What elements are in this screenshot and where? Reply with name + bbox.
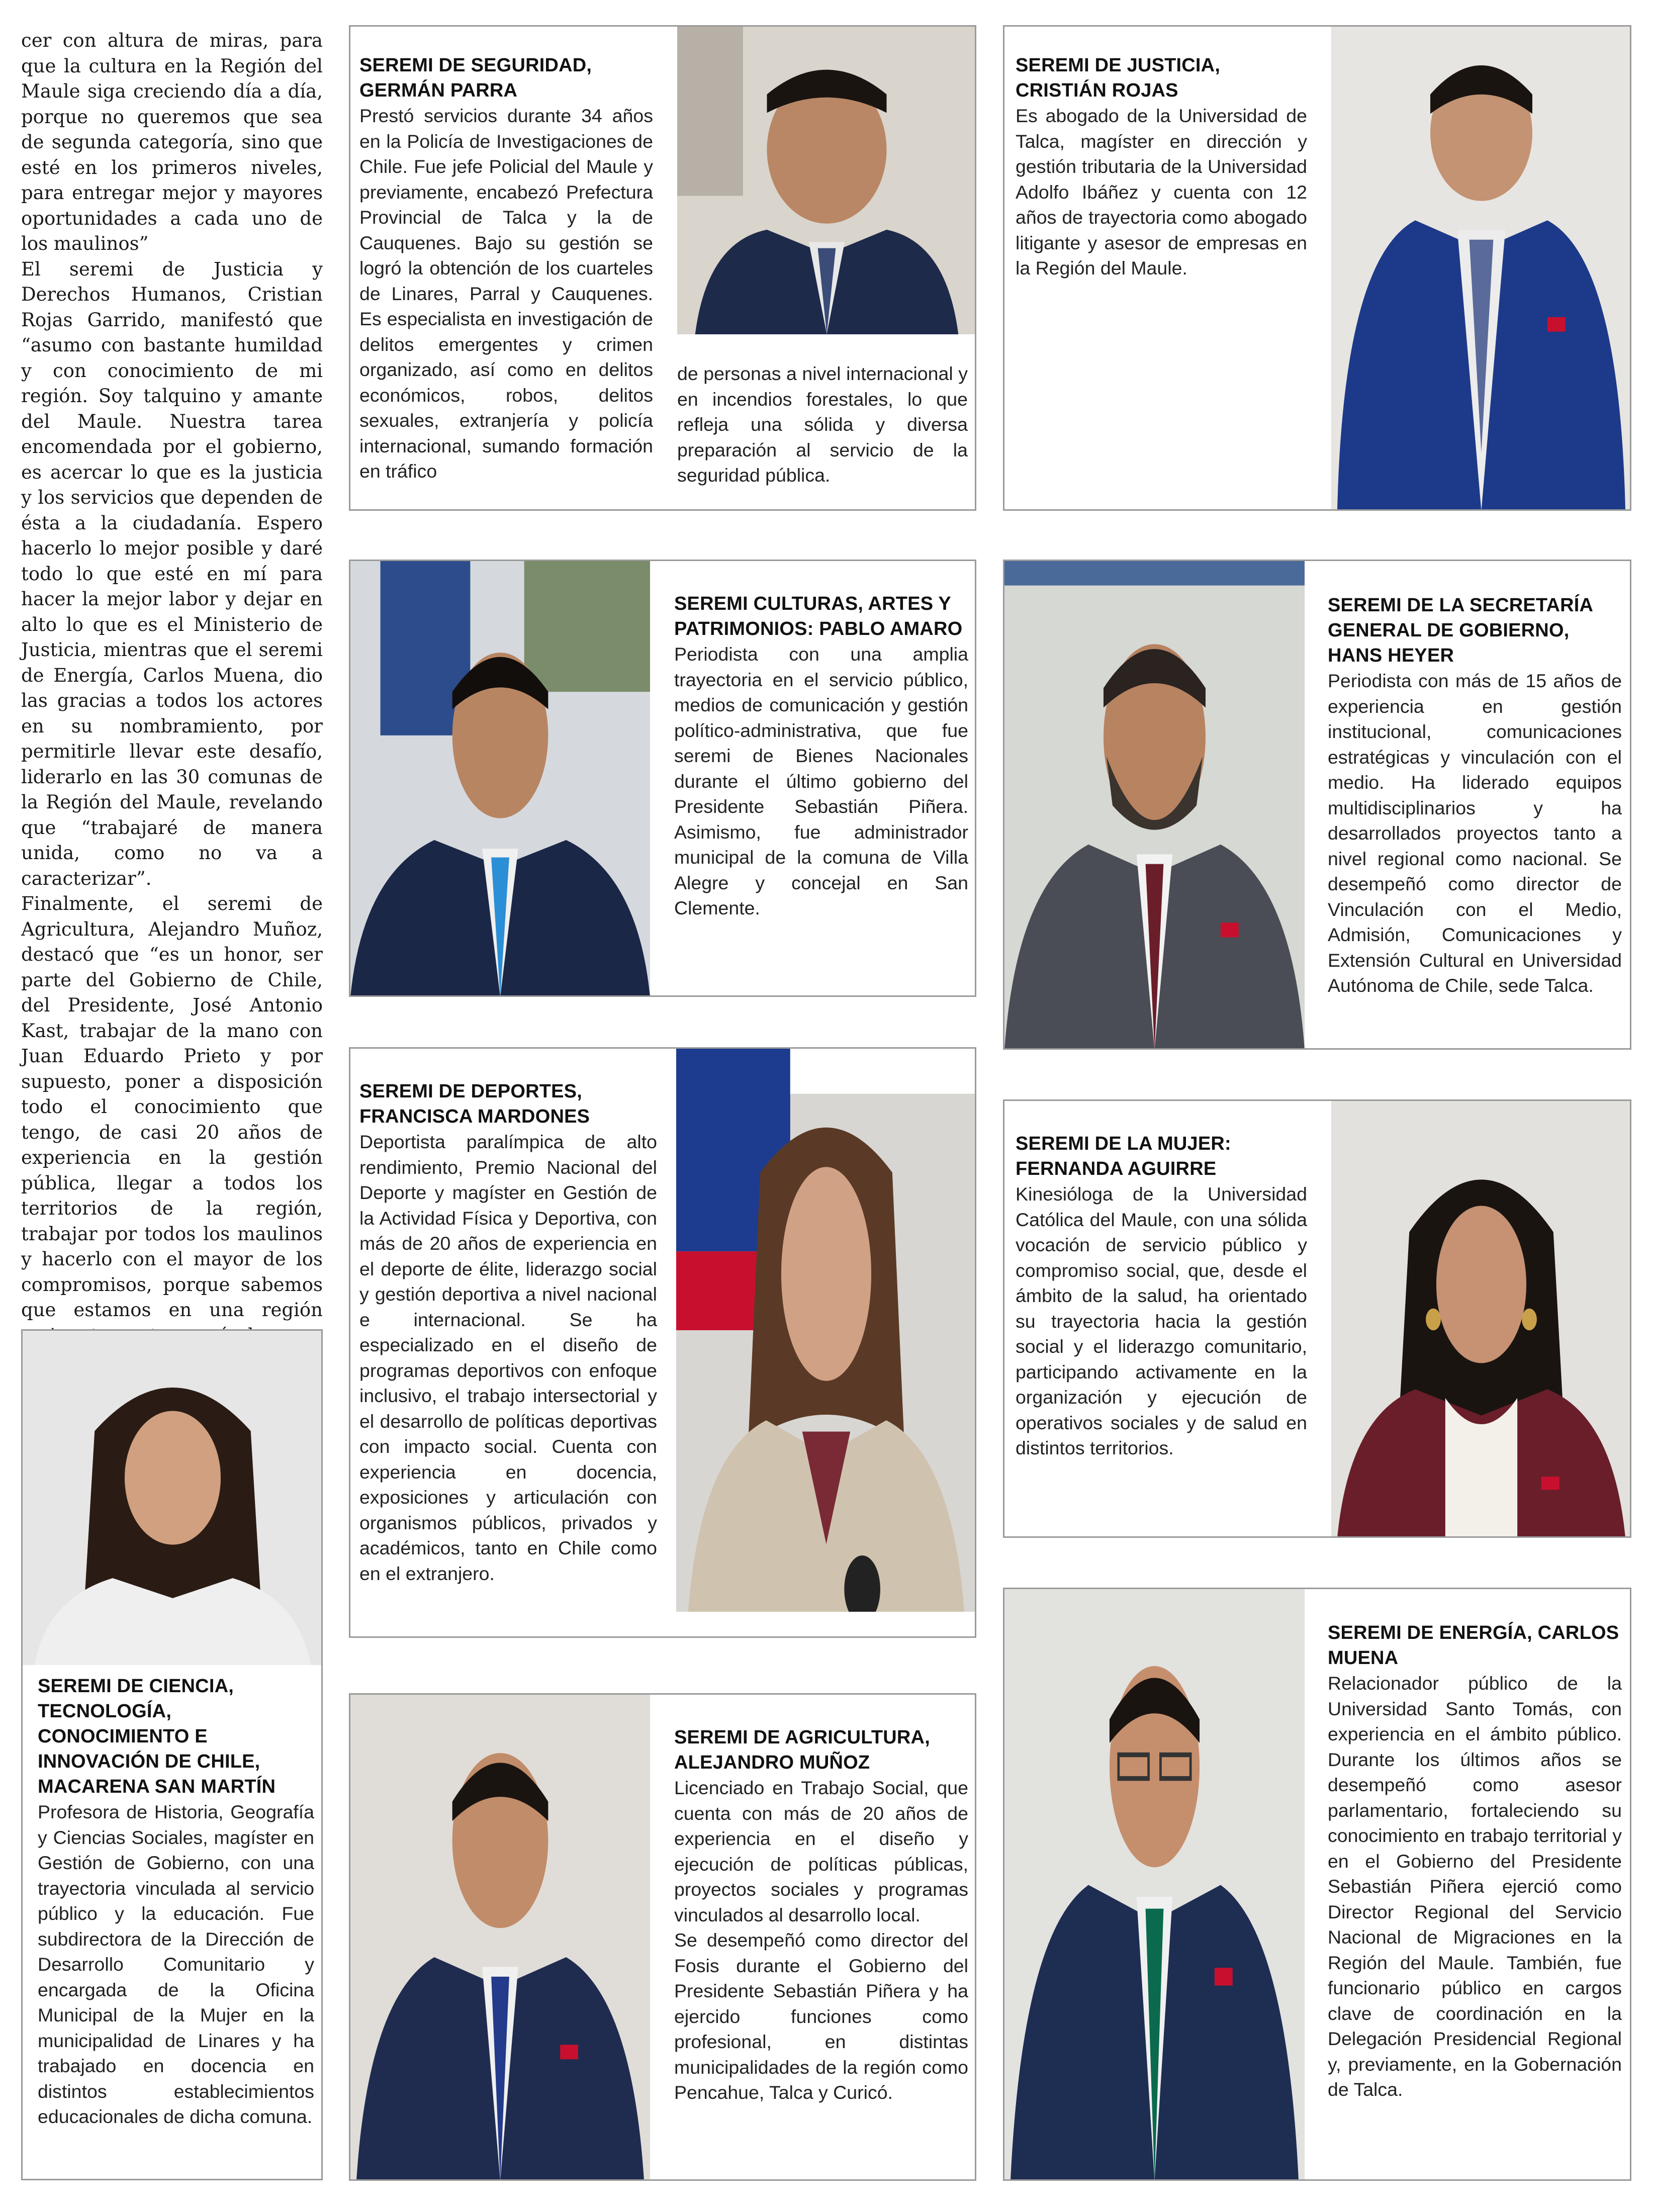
profile-heading: SEREMI DE JUSTICIA, CRISTIÁN ROJAS xyxy=(1016,55,1221,101)
profile-box-seguridad xyxy=(349,25,976,511)
profile-box-deportes xyxy=(349,1047,976,1638)
profile-box-segegob xyxy=(1003,560,1631,1050)
profile-box-energia xyxy=(1003,1588,1631,2181)
profile-body-cont: Se desempeñó como director del Fosis durante el Gobierno del Presidente Sebastián Piñera y ha ejercido funciones como profesional, en distintas municipalidades de la región como Pencahue, Talca y Curicó. xyxy=(674,1929,968,2103)
profile-text-seguridad xyxy=(359,53,653,484)
profile-body: Prestó servicios durante 34 años en la Policía de Investigaciones de Chile. Fue jefe Policial del Maule y previamente, encabezó Prefectura Provincial de Talca y la de Cauquenes. Bajo su gestión se logró la obtención de los cuarteles de Linares, Parral y Cauquenes. Es especialista en investigación de delitos emergentes y crimen organizado, así como en delitos económicos, robos, delitos sexuales, extranjería y policía internacional, sumando formación en tráfico xyxy=(359,105,653,482)
article-paragraph: El seremi de Justicia y Derechos Humanos, Cristian Rojas Garrido, manifestó que “asumo con bastante humildad y con conocimiento de mi región. Soy talquino y amante del Maule. Nuestra tarea encomendada por el gobierno, es acercar lo que es la justicia y los servicios que dependen de ésta a la ciudadanía. Espero hacerlo lo mejor posible y daré todo lo que esté en mí para hacer la mejor labor y dejar en alto lo que es el Ministerio de Justicia, mientras que el seremi de Energía, Carlos Muena, dio las gracias a todos los actores en su nombramiento, por permitirle llevar este desafío, liderarlo en las 30 comunas de la Región del Maule, revelando que “trabajaré de manera unida, como no va a caracterizar”. xyxy=(21,258,323,889)
portrait-fernanda-aguirre xyxy=(1331,1101,1631,1538)
profile-text-deportes xyxy=(359,1079,657,1586)
portrait-macarena-san-martin xyxy=(23,1331,323,1665)
profile-body: Periodista con más de 15 años de experiencia en gestión institucional, comunicaciones estratégicas y vinculación con el medio. Ha liderado equipos multidisciplinarios y ha desarrollados proyectos tanto a nivel regional como nacional. Se desempeñó como director de Vinculación con el Medio, Admisión, Comunicaciones y Extensión Cultural en Universidad Autónoma de Chile, sede Talca. xyxy=(1328,670,1622,996)
profile-box-agricultura xyxy=(349,1693,976,2181)
profile-body: Deportista paralímpica de alto rendimiento, Premio Nacional del Deporte y magíster en Gestión de la Actividad Física y Deportiva, con más de 20 años de experiencia en el deporte de élite, liderazgo social y gestión deportiva a nivel nacional e internacional. Se ha especializado en el diseño de programas deportivos con enfoque inclusivo, el trabajo intersectorial y el desarrollo de políticas deportivas con impacto social. Cuenta con experiencia en docencia, exposiciones y articulación con organismos públicos, privados y académicos, tanto en Chile como en el extranjero. xyxy=(359,1131,657,1584)
portrait-cristian-rojas xyxy=(1331,27,1631,511)
profile-text-seguridad-cont xyxy=(677,361,968,488)
profile-text-culturas xyxy=(674,591,968,921)
profile-heading: SEREMI DE SEGURIDAD, GERMÁN PARRA xyxy=(359,55,592,101)
profile-body: Es abogado de la Universidad de Talca, magíster en dirección y gestión tributaria de la Universidad Adolfo Ibáñez y cuenta con 12 años de trayectoria como abogado litigante y asesor de empresas en la Región del Maule. xyxy=(1016,105,1307,279)
profile-heading: SEREMI DE ENERGÍA, CARLOS MUENA xyxy=(1328,1622,1619,1669)
portrait-hans-heyer xyxy=(1004,561,1305,1050)
article-paragraph: Finalmente, el seremi de Agricultura, Alejandro Muñoz, destacó que “es un honor, ser parte del Gobierno de Chile, del Presidente, José Antonio Kast, trabajar de la mano con Juan Eduardo Prieto y por supuesto, poner a disposición todo el conocimiento que tengo, de casi 20 años de experiencia en la gestión pública, llegar a todos los territorios de la región, trabajar por todos los maulinos y hacerlo con el mayor de los compromisos, porque sabemos que estamos en una región xyxy=(21,893,323,1321)
article-paragraph: cer con altura de miras, para que la cultura en la Región del Maule siga creciendo día a día, porque no queremos que sea de segunda categoría, sino que esté en los primeros niveles, para entregar mejor y mayores oportunidades a cada uno de los maulinos” xyxy=(21,30,323,254)
profile-text-mujer xyxy=(1016,1131,1307,1461)
profile-heading: SEREMI CULTURAS, ARTES Y PATRIMONIOS: PABLO AMARO xyxy=(674,593,963,639)
profile-body: Profesora de Historia, Geografía y Ciencias Sociales, magíster en Gestión de Gobierno, con una trayectoria vinculada al servicio público y la educación. Fue subdirectora de la Dirección de Desarrollo Comunitario y encargada de la Oficina Municipal de la Mujer en la municipalidad de Linares y ha trabajado en docencia en distintos establecimientos educacionales de dicha comuna. xyxy=(38,1801,314,2127)
portrait-francisca-mardones xyxy=(676,1049,976,1612)
profile-box-justicia xyxy=(1003,25,1631,511)
profile-heading: SEREMI DE CIENCIA, TECNOLOGÍA, CONOCIMIENTO E INNOVACIÓN DE CHILE, MACARENA SAN MARTÍN xyxy=(38,1676,276,1797)
profile-text-segegob xyxy=(1328,593,1622,998)
profile-body: Kinesióloga de la Universidad Católica del Maule, con una sólida vocación de servicio público y compromiso social, que, desde el ámbito de la salud, ha orientado su trayectoria hacia la gestión social y el liderazgo comunitario, participando activamente en la organización y ejecución de operativos sociales y de salud en distintos territorios. xyxy=(1016,1183,1307,1458)
profile-box-culturas xyxy=(349,560,976,997)
article-column xyxy=(21,28,323,1399)
profile-heading: SEREMI DE LA SECRETARÍA GENERAL DE GOBIERNO, HANS HEYER xyxy=(1328,595,1593,666)
profile-heading: SEREMI DE LA MUJER: FERNANDA AGUIRRE xyxy=(1016,1133,1231,1179)
profile-box-mujer xyxy=(1003,1099,1631,1538)
profile-text-energia xyxy=(1328,1620,1622,2102)
profile-text-agricultura xyxy=(674,1725,968,2105)
profile-body: Relacionador público de la Universidad Santo Tomás, con experiencia en el ámbito público. Durante los últimos años se desempeñó como asesor parlamentario, fortaleciendo su conocimiento en trabajo territorial y en el Gobierno del Presidente Sebastián Piñera ejerció como Director Regional del Servicio Nacional de Migraciones en la Región del Maule. También, fue funcionario público en cargos clave de coordinación en la Delegación Presidencial Regional y, previamente, en la Gobernación de Talca. xyxy=(1328,1673,1622,2100)
profile-body: Licenciado en Trabajo Social, que cuenta con más de 20 años de experiencia en el diseño y ejecución de políticas públicas, proyectos sociales y programas vinculados al desarrollo local. xyxy=(674,1777,968,1925)
profile-body-cont: de personas a nivel internacional y en incendios forestales, lo que refleja una sólida y diversa preparación al servicio de la seguridad pública. xyxy=(677,363,968,486)
portrait-pablo-amaro xyxy=(350,561,650,997)
portrait-german-parra xyxy=(677,27,976,334)
profile-heading: SEREMI DE DEPORTES, FRANCISCA MARDONES xyxy=(359,1081,590,1127)
profile-heading: SEREMI DE AGRICULTURA, ALEJANDRO MUÑOZ xyxy=(674,1727,930,1773)
portrait-alejandro-munoz xyxy=(350,1695,650,2181)
portrait-carlos-muena xyxy=(1004,1589,1305,2181)
profile-box-ciencia xyxy=(21,1329,323,2180)
profile-text-justicia xyxy=(1016,53,1307,281)
profile-text-ciencia xyxy=(38,1674,314,2130)
profile-body: Periodista con una amplia trayectoria en el servicio público, medios de comunicación y gestión político-administrativa, que fue seremi de Bienes Nacionales durante el último gobierno del Presidente Sebastián Piñera. Asimismo, fue administrador municipal de la comuna de Villa Alegre y concejal en San Clemente. xyxy=(674,643,968,918)
